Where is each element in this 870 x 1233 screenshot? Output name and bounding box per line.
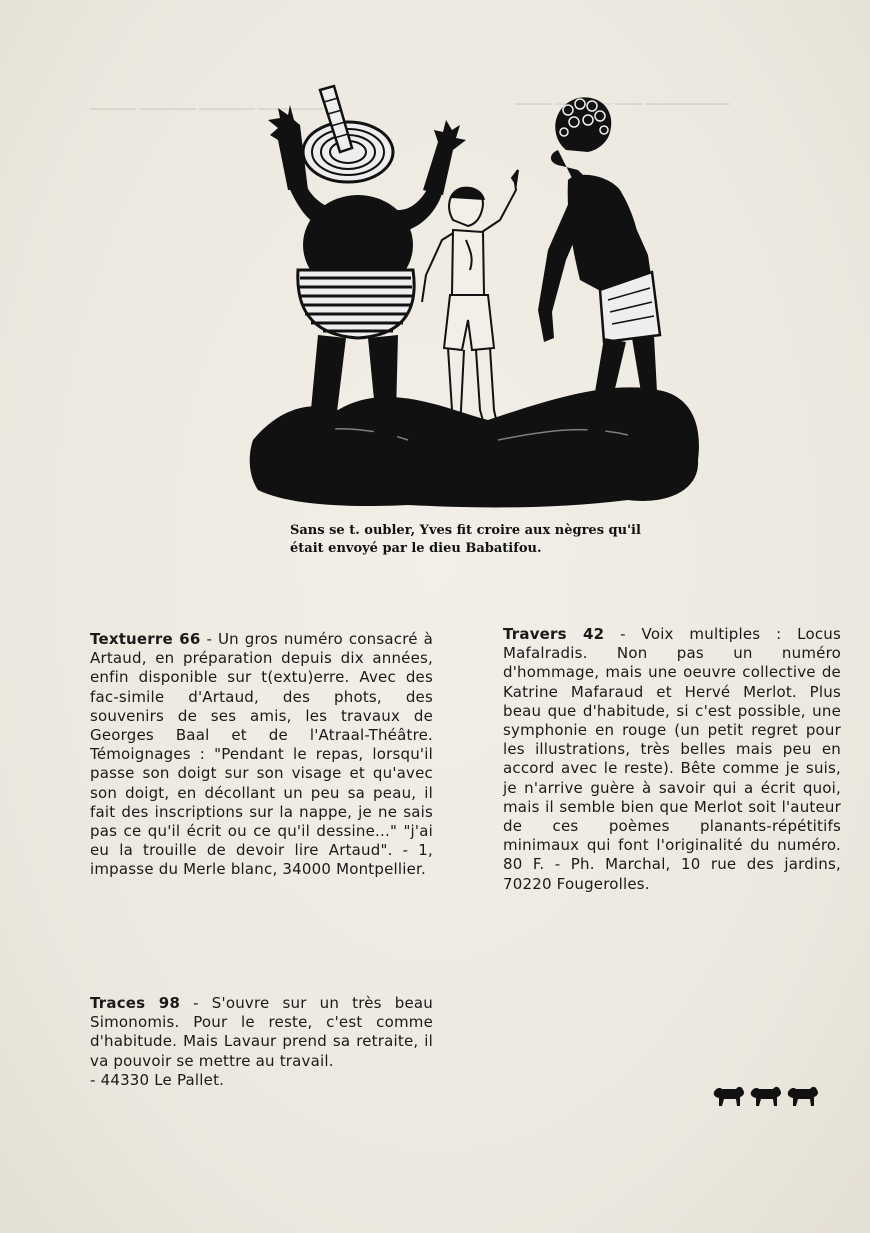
show-through-texture-2: ▁▁▁▁▁ ▁▁▁▁▁▁ ▁▁▁▁▁▁ ▁▁▁▁▁▁▁	[90, 96, 323, 110]
review-travers	[503, 625, 841, 894]
review-title: Travers 42	[503, 625, 605, 643]
dog-icon	[788, 1087, 818, 1106]
review-traces	[90, 994, 433, 1090]
review-title: Traces 98	[90, 994, 181, 1012]
dog-icon	[714, 1087, 744, 1106]
review-textuerre	[90, 630, 433, 880]
show-through-texture: ▁▁▁▁ ▁▁▁▁▁▁ ▁▁▁ ▁▁▁▁▁▁▁▁▁	[515, 91, 730, 105]
dog-icon	[751, 1087, 781, 1106]
cartoon-illustration	[248, 80, 708, 520]
review-address: - 44330 Le Pallet.	[90, 1070, 225, 1089]
caption-line-1: Sans se t. oubler, Yves fit croire aux nègres qu'il	[290, 523, 641, 538]
review-body: - S'ouvre sur un très beau Simonomis. Pour le reste, c'est comme d'habitude. Mais Lavaur prend sa retraite, il va pouvoir se mettre au travail.	[90, 994, 433, 1070]
review-body: - Un gros numéro consacré à Artaud, en préparation depuis dix années, enfin disponible sur t(extu)erre. Avec des fac-simile d'Artaud, des phots, des souvenirs de ses amis, les travaux de Georges Baal et de l'Atraal-Théâtre. Témoignages : "Pendant le repas, lorsqu'il passe son doigt sur son visage et qu'avec son doigt, en décollant un peu sa peau, il fait des inscriptions sur la nappe, je ne sais pas ce qu'il écrit ou ce qu'il dessine..." "j'ai eu la trouille de devoir lire Artaud". - 1, impasse du Merle blanc, 34000 Montpellier.	[90, 630, 433, 879]
dog-ornament	[712, 1082, 822, 1110]
review-body: - Voix multiples : Locus Mafalradis. Non pas un numéro d'hommage, mais une oeuvre collective de Katrine Mafaraud et Hervé Merlot. Plus beau que d'habitude, si c'est possible, une symphonie en rouge (un petit regret pour les illustrations, très belles mais peu en accord avec le reste). Bête comme je suis, je n'arrive guère à savoir qui a écrit quoi, mais il semble bien que Merlot soit l'auteur de ces poèmes planants-répétitifs minimaux qui font l'originalité du numéro. 80 F. - Ph. Marchal, 10 rue des jardins, 70220 Fougerolles.	[503, 625, 841, 893]
caption-line-2: était envoyé par le dieu Babatifou.	[290, 541, 542, 556]
review-title: Textuerre 66	[90, 630, 201, 648]
illustration-caption	[290, 522, 641, 558]
